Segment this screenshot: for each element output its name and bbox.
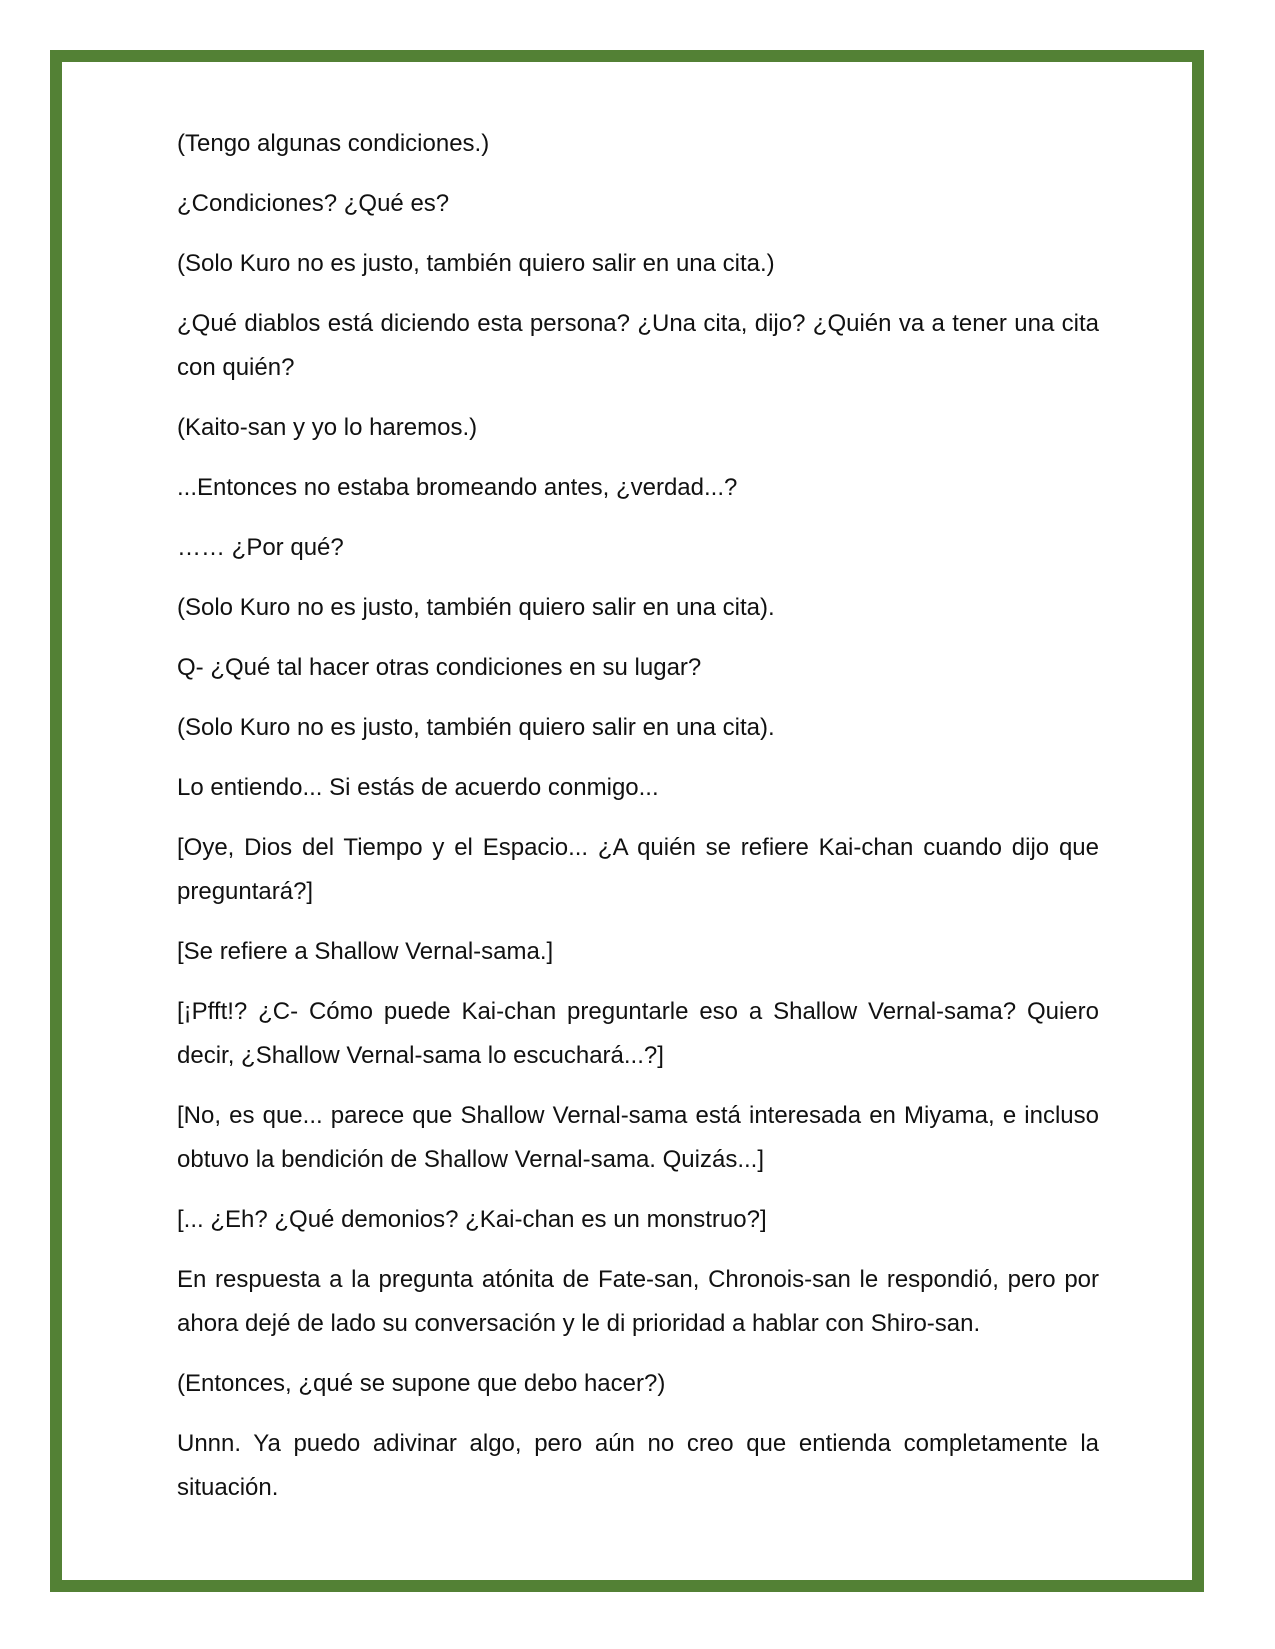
paragraph: ¿Qué diablos está diciendo esta persona? ¿Una cita, dijo? ¿Quién va a tener una cita con quién? [177, 310, 1099, 381]
paragraph: Unnn. Ya puedo adivinar algo, pero aún no creo que entienda completamente la situación. [177, 1430, 1099, 1501]
paragraph: (Entonces, ¿qué se supone que debo hacer?) [177, 1370, 666, 1397]
paragraph: (Solo Kuro no es justo, también quiero salir en una cita). [177, 594, 775, 621]
paragraph: (Tengo algunas condiciones.) [177, 130, 490, 157]
paragraph: [¡Pfft!? ¿C- Cómo puede Kai-chan preguntarle eso a Shallow Vernal-sama? Quiero decir, ¿Shallow Vernal-sama lo escuchará...?] [177, 998, 1099, 1069]
paragraph: …… ¿Por qué? [177, 534, 344, 561]
document-body [177, 122, 1099, 1526]
paragraph: Q- ¿Qué tal hacer otras condiciones en su lugar? [177, 654, 702, 681]
paragraph: (Kaito-san y yo lo haremos.) [177, 414, 478, 441]
paragraph: (Solo Kuro no es justo, también quiero salir en una cita.) [177, 250, 775, 277]
paragraph: [Oye, Dios del Tiempo y el Espacio... ¿A quién se refiere Kai-chan cuando dijo que preguntará?] [177, 834, 1099, 905]
paragraph: Lo entiendo... Si estás de acuerdo conmigo... [177, 774, 659, 801]
paragraph: [Se refiere a Shallow Vernal-sama.] [177, 938, 554, 965]
paragraph: ...Entonces no estaba bromeando antes, ¿verdad...? [177, 474, 738, 501]
paragraph: ¿Condiciones? ¿Qué es? [177, 190, 450, 217]
paragraph: [No, es que... parece que Shallow Vernal-sama está interesada en Miyama, e incluso obtuvo la bendición de Shallow Vernal-sama. Quizás...] [177, 1102, 1099, 1173]
paragraph: [... ¿Eh? ¿Qué demonios? ¿Kai-chan es un monstruo?] [177, 1206, 767, 1233]
paragraph: En respuesta a la pregunta atónita de Fate-san, Chronois-san le respondió, pero por ahora dejé de lado su conversación y le di prioridad a hablar con Shiro-san. [177, 1266, 1099, 1337]
paragraph: (Solo Kuro no es justo, también quiero salir en una cita). [177, 714, 775, 741]
